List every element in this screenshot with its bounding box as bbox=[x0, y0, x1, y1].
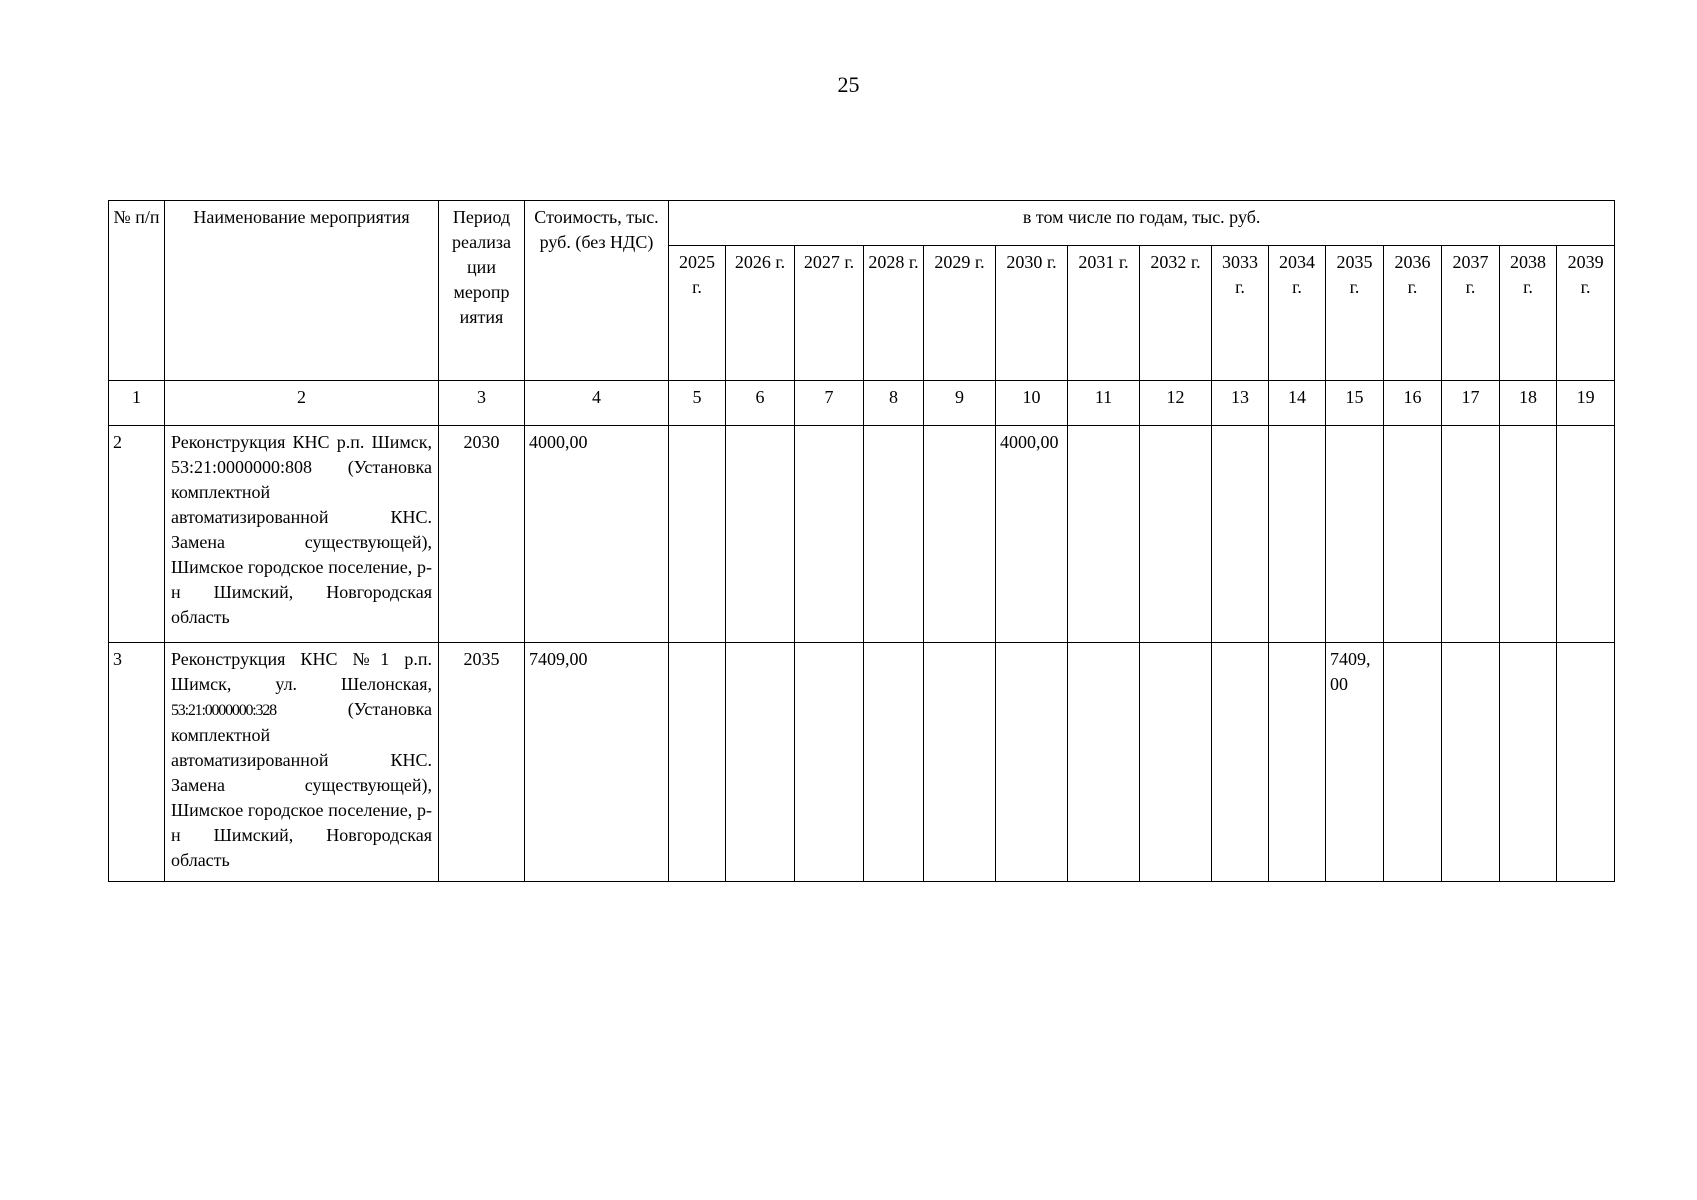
header-year: 2037 г. bbox=[1442, 246, 1500, 381]
row-year-cell bbox=[795, 643, 864, 882]
row-year-cell bbox=[1500, 426, 1557, 643]
header-year: 2036 г. bbox=[1384, 246, 1442, 381]
row-year-cell bbox=[726, 643, 795, 882]
measures-table bbox=[108, 200, 1615, 882]
column-number: 7 bbox=[795, 381, 864, 426]
header-year: 2031 г. bbox=[1068, 246, 1140, 381]
column-number: 11 bbox=[1068, 381, 1140, 426]
header-year: 2026 г. bbox=[726, 246, 795, 381]
column-number: 4 bbox=[525, 381, 669, 426]
header-year: 2030 г. bbox=[996, 246, 1068, 381]
header-year: 3033 г. bbox=[1212, 246, 1269, 381]
row-num: 3 bbox=[109, 643, 165, 882]
row-cadastral-number: 53:21:0000000:328 bbox=[171, 702, 276, 719]
header-period: Период реализа ции меропр иятия bbox=[439, 201, 525, 381]
row-year-cell bbox=[1442, 643, 1500, 882]
page-number: 25 bbox=[837, 72, 860, 97]
row-year-cell bbox=[1212, 643, 1269, 882]
row-name-part: (Установка комплектной автоматизированной КНС. Замена существующей), Шимское городское поселение, р-н Шимский, Новгородская область bbox=[171, 699, 432, 870]
row-year-cell bbox=[1384, 643, 1442, 882]
row-year-cell bbox=[1326, 426, 1384, 643]
header-num: № п/п bbox=[109, 201, 165, 381]
row-year-cell bbox=[924, 643, 996, 882]
row-year-cell bbox=[864, 643, 924, 882]
column-number: 18 bbox=[1500, 381, 1557, 426]
column-number: 19 bbox=[1557, 381, 1615, 426]
row-name-part: Реконструкция КНС №1 р.п. Шимск, ул. Шелонская, bbox=[171, 649, 432, 694]
row-cost: 7409,00 bbox=[525, 643, 669, 882]
row-year-cell bbox=[795, 426, 864, 643]
column-number: 6 bbox=[726, 381, 795, 426]
column-number: 3 bbox=[439, 381, 525, 426]
column-number: 2 bbox=[165, 381, 439, 426]
header-year: 2032 г. bbox=[1140, 246, 1212, 381]
row-period: 2030 bbox=[439, 426, 525, 643]
column-number: 12 bbox=[1140, 381, 1212, 426]
row-year-cell bbox=[1384, 426, 1442, 643]
row-num: 2 bbox=[109, 426, 165, 643]
column-number: 9 bbox=[924, 381, 996, 426]
header-year: 2039 г. bbox=[1557, 246, 1615, 381]
row-year-cell bbox=[1068, 426, 1140, 643]
row-year-cell bbox=[1140, 643, 1212, 882]
column-number: 8 bbox=[864, 381, 924, 426]
row-name bbox=[165, 643, 439, 882]
row-year-cell bbox=[1269, 643, 1326, 882]
column-number: 16 bbox=[1384, 381, 1442, 426]
row-year-cell bbox=[1212, 426, 1269, 643]
header-year: 2028 г. bbox=[864, 246, 924, 381]
row-year-cell bbox=[1557, 643, 1615, 882]
column-number: 10 bbox=[996, 381, 1068, 426]
row-year-cell bbox=[1269, 426, 1326, 643]
row-year-cell bbox=[669, 426, 726, 643]
row-name: Реконструкция КНС р.п. Шимск, 53:21:0000000:808 (Установка комплектной автоматизированной КНС. Замена существующей), Шимское городское поселение, р-н Шимский, Новгородская область bbox=[165, 426, 439, 643]
column-number: 14 bbox=[1269, 381, 1326, 426]
row-year-2030-value: 4000,00 bbox=[996, 426, 1068, 643]
column-number: 5 bbox=[669, 381, 726, 426]
row-year-cell bbox=[1557, 426, 1615, 643]
column-numbers-row bbox=[109, 381, 1615, 426]
header-year: 2027 г. bbox=[795, 246, 864, 381]
row-year-cell bbox=[669, 643, 726, 882]
column-number: 1 bbox=[109, 381, 165, 426]
header-by-years: в том числе по годам, тыс. руб. bbox=[669, 201, 1615, 246]
column-number: 17 bbox=[1442, 381, 1500, 426]
header-year: 2034 г. bbox=[1269, 246, 1326, 381]
header-row bbox=[109, 201, 1615, 246]
row-year-cell bbox=[864, 426, 924, 643]
row-year-2035-value: 7409,00 bbox=[1326, 643, 1384, 882]
row-year-cell bbox=[924, 426, 996, 643]
row-year-cell bbox=[996, 643, 1068, 882]
header-name: Наименование мероприятия bbox=[165, 201, 439, 381]
column-number: 13 bbox=[1212, 381, 1269, 426]
column-number: 15 bbox=[1326, 381, 1384, 426]
header-year: 2035 г. bbox=[1326, 246, 1384, 381]
header-cost: Стоимость, тыс. руб. (без НДС) bbox=[525, 201, 669, 381]
row-year-cell bbox=[1140, 426, 1212, 643]
table-row bbox=[109, 426, 1615, 643]
row-year-cell bbox=[726, 426, 795, 643]
row-year-cell bbox=[1442, 426, 1500, 643]
row-year-cell bbox=[1068, 643, 1140, 882]
header-year: 2025 г. bbox=[669, 246, 726, 381]
table-row bbox=[109, 643, 1615, 882]
row-cost: 4000,00 bbox=[525, 426, 669, 643]
row-period: 2035 bbox=[439, 643, 525, 882]
row-year-cell bbox=[1500, 643, 1557, 882]
header-year: 2038 г. bbox=[1500, 246, 1557, 381]
header-year: 2029 г. bbox=[924, 246, 996, 381]
